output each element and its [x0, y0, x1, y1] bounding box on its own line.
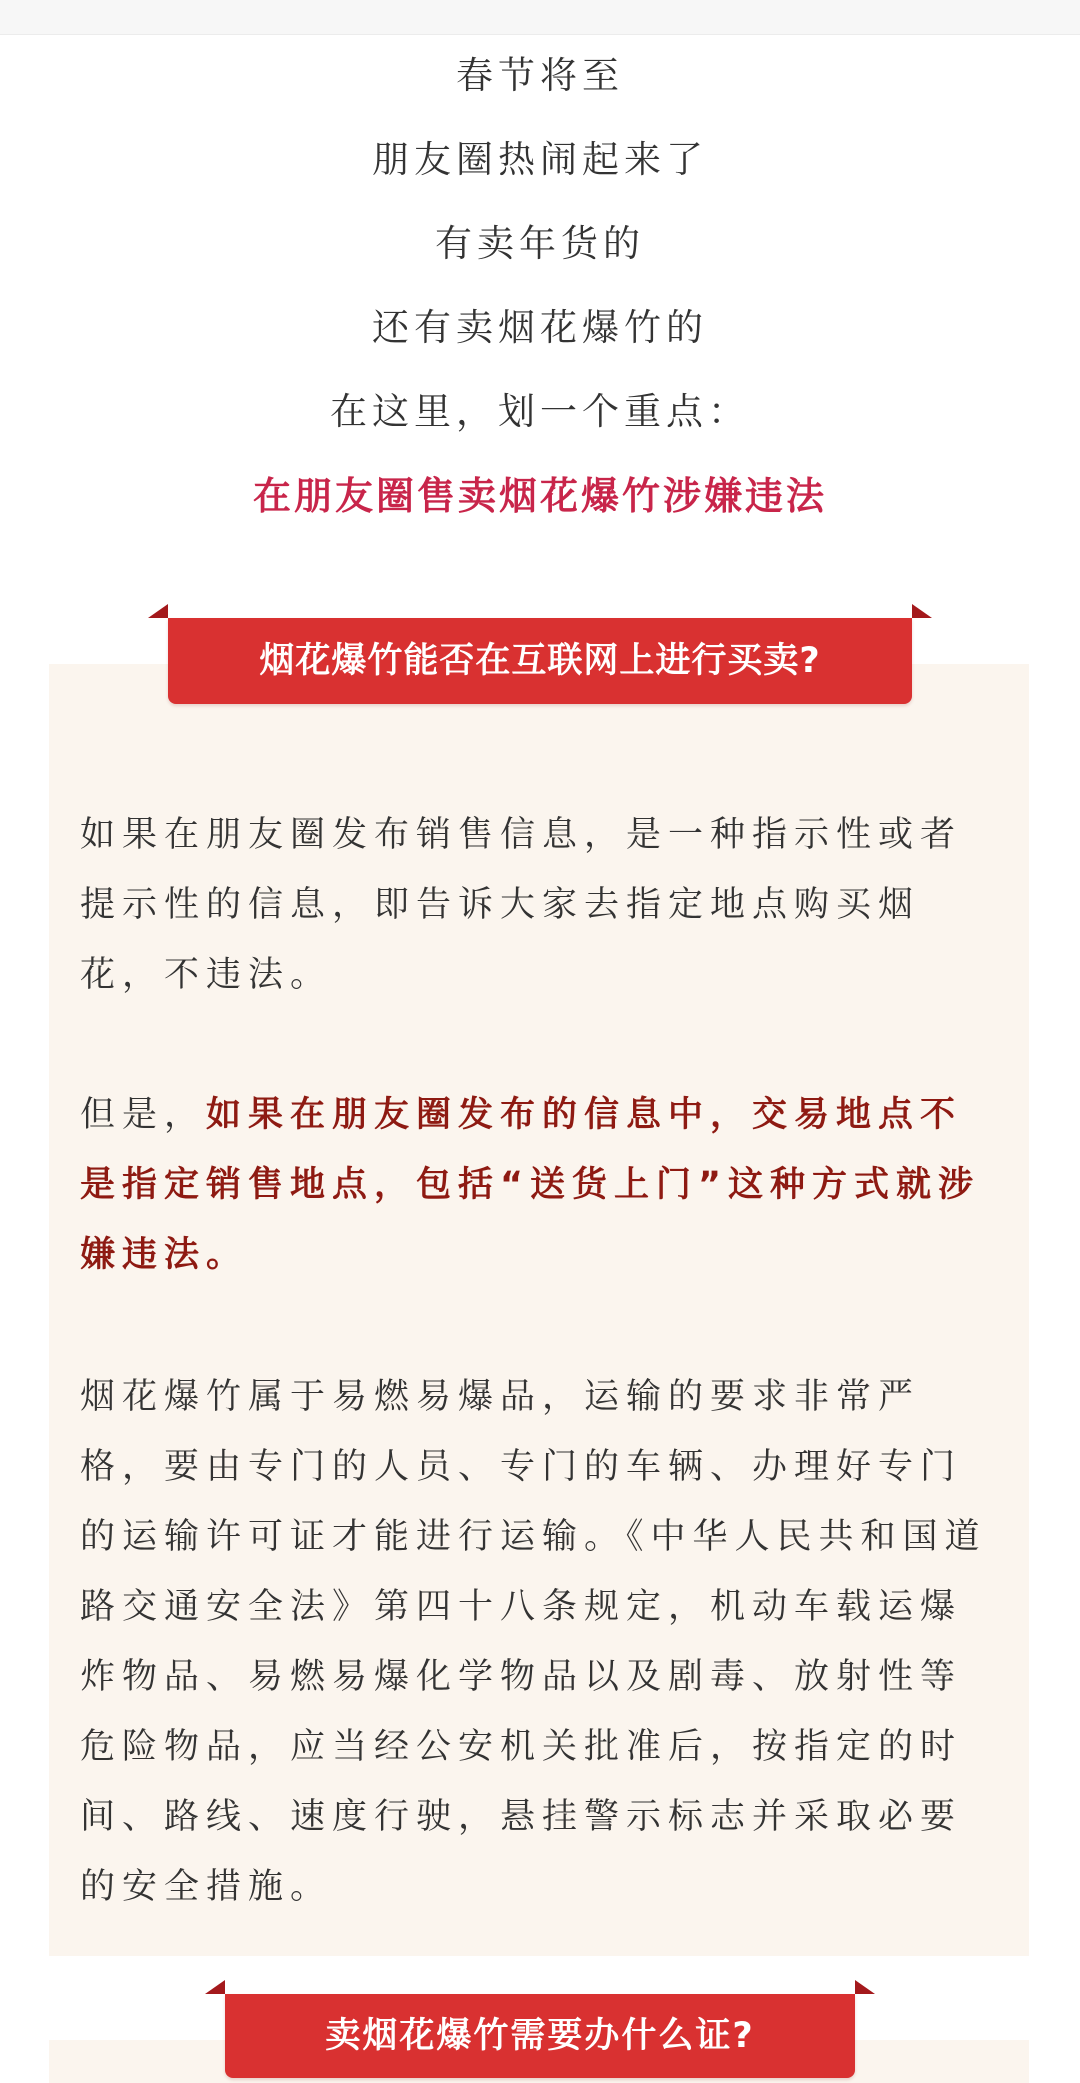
banner-ear-right [912, 604, 932, 618]
paragraph-2-emphasis: 如果在朋友圈发布的信息中，交易地点不是指定销售地点，包括“送货上门”这种方式就涉嫌违法。 [80, 1095, 981, 1275]
top-bar [0, 0, 1080, 35]
intro-line: 朋友圈热闹起来了 [372, 138, 708, 181]
banner-ear-left [148, 604, 168, 618]
intro-line: 在这里，划一个重点： [330, 390, 750, 433]
banner-ear-right [855, 1980, 875, 1994]
section-1-title: 烟花爆竹能否在互联网上进行买卖? [168, 618, 912, 704]
section-1-paragraph-2 [80, 1080, 1000, 1290]
intro-highlight: 在朋友圈售卖烟花爆竹涉嫌违法 [252, 474, 827, 518]
intro-line: 还有卖烟花爆竹的 [372, 306, 708, 349]
section-1-paragraph-3: 烟花爆竹属于易燃易爆品，运输的要求非常严格，要由专门的人员、专门的车辆、办理好专门的运输许可证才能进行运输。《中华人民共和国道路交通安全法》第四十八条规定，机动车载运爆炸物品、易燃易爆化学物品以及剧毒、放射性等危险物品，应当经公安机关批准后，按指定的时间、路线、速度行驶，悬挂警示标志并采取必要的安全措施。 [80, 1377, 987, 1907]
paragraph-2-lead: 但是， [80, 1095, 207, 1135]
section-1-paragraph-1: 如果在朋友圈发布销售信息，是一种指示性或者提示性的信息，即告诉大家去指定地点购买烟花，不违法。 [80, 815, 963, 995]
intro-block [0, 34, 1080, 538]
intro-line: 有卖年货的 [435, 222, 645, 265]
banner-ear-left [205, 1980, 225, 1994]
section-2-title: 卖烟花爆竹需要办什么证? [225, 1994, 855, 2078]
intro-line: 春节将至 [456, 54, 624, 97]
